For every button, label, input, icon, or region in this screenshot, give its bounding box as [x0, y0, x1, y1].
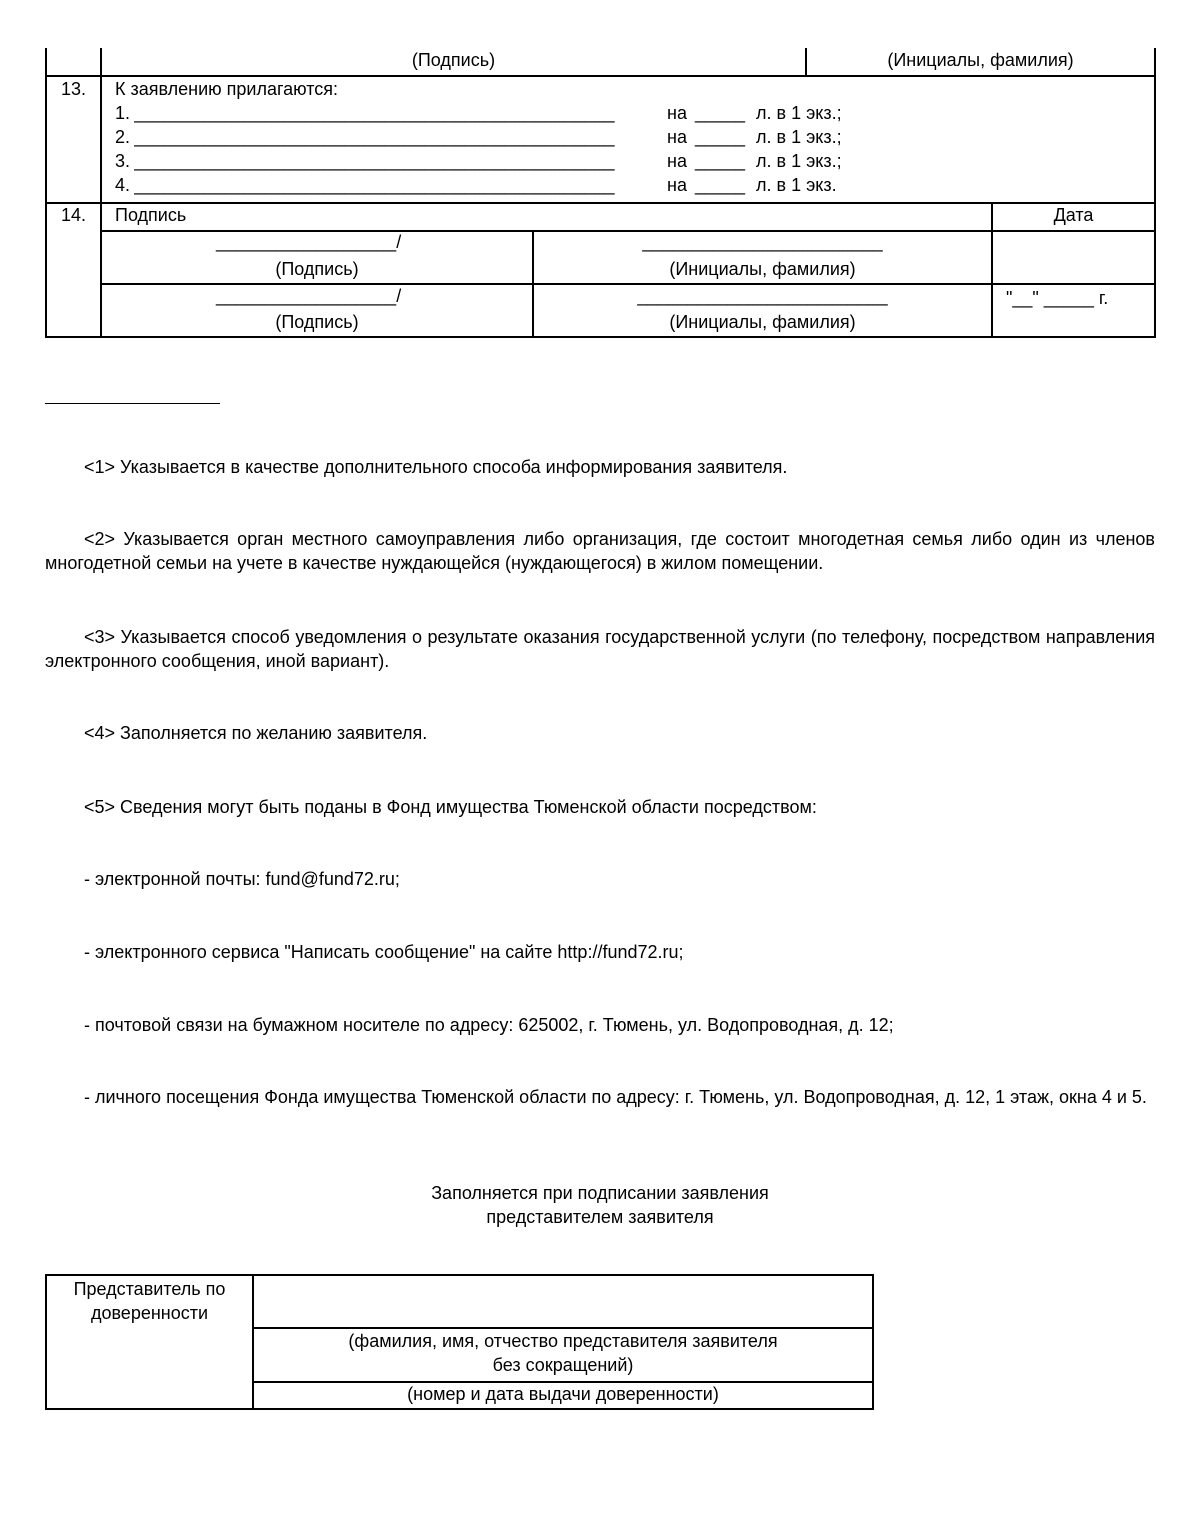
representative-note-line-1: Заполняется при подписании заявления	[431, 1183, 769, 1203]
date-value: "__" _____ г.	[1006, 288, 1109, 308]
date-label: Дата	[1053, 205, 1094, 225]
attachment-pages-tail: л. в 1 экз.;	[756, 127, 842, 147]
attachment-on-label: на	[667, 175, 687, 195]
footnote-4: <4> Заполняется по желанию заявителя.	[84, 723, 428, 743]
representative-label-line-1: Представитель по	[73, 1279, 226, 1299]
attachment-name-blank: ________________________________________________	[134, 175, 615, 195]
attachment-on-label: на	[667, 127, 687, 147]
attachment-number: 2.	[115, 127, 131, 147]
name-caption: (Инициалы, фамилия)	[669, 312, 856, 332]
row-number-14: 14.	[60, 205, 87, 225]
attachment-pages-tail: л. в 1 экз.	[756, 175, 837, 195]
footnote-5-web-service: - электронного сервиса "Написать сообщение" на сайте http://fund72.ru;	[84, 942, 684, 962]
attachment-name-blank: ________________________________________________	[134, 103, 615, 123]
footnote-5-visit: - личного посещения Фонда имущества Тюменской области по адресу: г. Тюмень, ул. Водопроводная, д. 12, 1 этаж, окна 4 и 5.	[84, 1087, 1147, 1107]
attachment-pages-blank: _____	[695, 151, 746, 171]
attachment-pages-blank: _____	[695, 103, 746, 123]
attachment-pages-tail: л. в 1 экз.;	[756, 103, 842, 123]
name-caption: (Инициалы, фамилия)	[669, 259, 856, 279]
footnote-5-postal: - почтовой связи на бумажном носителе по адресу: 625002, г. Тюмень, ул. Водопроводная, д. 12;	[84, 1015, 894, 1035]
footnote-5: <5> Сведения могут быть поданы в Фонд имущества Тюменской области посредством:	[84, 797, 817, 817]
representative-note-line-2: представителем заявителя	[486, 1207, 714, 1227]
attachment-number: 1.	[115, 103, 131, 123]
attachment-pages-tail: л. в 1 экз.;	[756, 151, 842, 171]
name-caption: (Инициалы, фамилия)	[887, 50, 1074, 70]
attachments-heading: К заявлению прилагаются:	[115, 79, 339, 99]
attachment-on-label: на	[667, 103, 687, 123]
signature-caption: (Подпись)	[275, 259, 359, 279]
attachment-name-blank: ________________________________________________	[134, 151, 615, 171]
footnote-3: <3> Указывается способ уведомления о результате оказания государственной услуги (по телефону, посредством направления электронного сообщения, иной вариант).	[45, 627, 1155, 671]
attachment-name-blank: ________________________________________________	[134, 127, 615, 147]
signature-blank: __________________/	[216, 232, 402, 252]
name-blank: ________________________	[642, 232, 883, 252]
footnote-rule	[45, 403, 220, 404]
attachment-pages-blank: _____	[695, 127, 746, 147]
power-of-attorney-caption: (номер и дата выдачи доверенности)	[407, 1384, 719, 1404]
attachment-on-label: на	[667, 151, 687, 171]
signature-blank: __________________/	[216, 286, 402, 306]
footnote-1: <1> Указывается в качестве дополнительного способа информирования заявителя.	[84, 457, 788, 477]
name-blank: _________________________	[637, 286, 888, 306]
signature-caption: (Подпись)	[411, 50, 496, 70]
attachment-number: 3.	[115, 151, 131, 171]
representative-fio-caption-line-1: (фамилия, имя, отчество представителя заявителя	[348, 1331, 778, 1351]
representative-label-line-2: доверенности	[90, 1303, 209, 1323]
signature-label: Подпись	[115, 205, 187, 225]
footnote-5-email: - электронной почты: fund@fund72.ru;	[84, 869, 400, 889]
attachment-pages-blank: _____	[695, 175, 746, 195]
signature-caption: (Подпись)	[275, 312, 359, 332]
footnote-2: <2> Указывается орган местного самоуправления либо организация, где состоит многодетная семья либо один из членов многодетной семьи на учете в качестве нуждающейся (нуждающегося) в жилом помещении.	[45, 529, 1155, 573]
attachment-number: 4.	[115, 175, 131, 195]
row-number-13: 13.	[60, 79, 87, 99]
representative-fio-caption-line-2: без сокращений)	[492, 1355, 634, 1375]
